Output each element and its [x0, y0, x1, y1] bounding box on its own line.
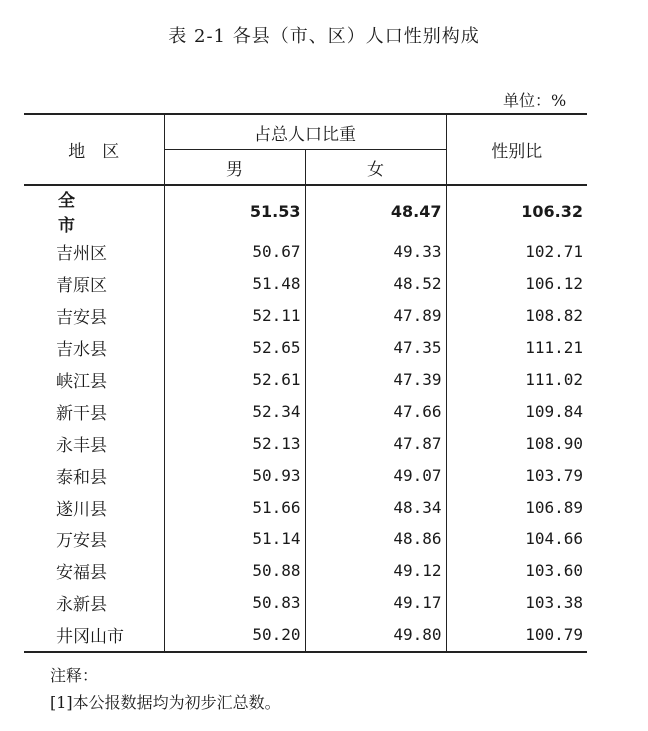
- table-row: [24, 491, 587, 523]
- area-cell: 青原区: [56, 276, 107, 297]
- table-row: [24, 364, 587, 396]
- female-value: 48.52: [305, 268, 446, 300]
- ratio-value: 108.90: [446, 427, 587, 459]
- header-share: 占总人口比重: [164, 114, 446, 150]
- ratio-value: 106.32: [446, 185, 587, 236]
- table-row: [24, 300, 587, 332]
- male-value: 52.13: [164, 427, 305, 459]
- ratio-value: 103.79: [446, 459, 587, 491]
- header-female: 女: [305, 150, 446, 186]
- female-value: 47.35: [305, 332, 446, 364]
- male-value: 50.20: [164, 619, 305, 652]
- female-value: 47.87: [305, 427, 446, 459]
- female-value: 49.33: [305, 236, 446, 268]
- male-value: 50.67: [164, 236, 305, 268]
- table-row: [24, 395, 587, 427]
- ratio-value: 103.60: [446, 555, 587, 587]
- male-value: 50.93: [164, 459, 305, 491]
- female-value: 48.47: [305, 185, 446, 236]
- table-row: [24, 523, 587, 555]
- male-value: 52.65: [164, 332, 305, 364]
- male-value: 51.53: [164, 185, 305, 236]
- area-cell: 井冈山市: [24, 619, 164, 652]
- area-cell: 峡江县: [56, 372, 107, 392]
- male-value: 50.88: [164, 555, 305, 587]
- ratio-value: 106.12: [446, 268, 587, 300]
- area-cell: 永丰县: [56, 435, 107, 456]
- table-row-total: [24, 185, 587, 236]
- table-body: [24, 185, 587, 652]
- female-value: 47.39: [305, 364, 446, 396]
- female-value: 47.89: [305, 300, 446, 332]
- area-cell: 吉水县: [56, 340, 107, 361]
- area-cell: 永新县: [56, 595, 107, 616]
- table-row: [24, 332, 587, 364]
- table-row: [24, 619, 587, 652]
- header-male: 男: [164, 150, 305, 186]
- area-cell: 全 市: [58, 191, 144, 236]
- table-row: [24, 236, 587, 268]
- male-value: 51.14: [164, 523, 305, 555]
- notes-label: 注释：: [50, 666, 99, 685]
- ratio-value: 100.79: [446, 619, 587, 652]
- ratio-value: 111.21: [446, 332, 587, 364]
- table-title: 表 2-1 各县（市、区）人口性别构成: [168, 26, 480, 47]
- ratio-value: 106.89: [446, 491, 587, 523]
- table-row: [24, 459, 587, 491]
- female-value: 47.66: [305, 395, 446, 427]
- area-cell: 遂川县: [56, 499, 107, 520]
- header-area: 地 区: [24, 114, 164, 185]
- male-value: 52.34: [164, 395, 305, 427]
- header-ratio: 性别比: [446, 114, 587, 185]
- ratio-value: 103.38: [446, 587, 587, 619]
- population-sex-table: [24, 113, 587, 653]
- area-cell: 新干县: [56, 403, 107, 424]
- ratio-value: 108.82: [446, 300, 587, 332]
- area-cell: 吉安县: [56, 308, 107, 329]
- area-cell: 万安县: [56, 531, 107, 552]
- ratio-value: 104.66: [446, 523, 587, 555]
- table-row: [24, 268, 587, 300]
- area-cell: 泰和县: [56, 467, 107, 488]
- female-value: 49.17: [305, 587, 446, 619]
- table-row: [24, 587, 587, 619]
- note-item-1: [1]本公报数据均为初步汇总数。: [50, 693, 281, 712]
- female-value: 49.80: [305, 619, 446, 652]
- area-cell: 吉州区: [56, 244, 107, 265]
- male-value: 50.83: [164, 587, 305, 619]
- table-row: [24, 427, 587, 459]
- male-value: 51.66: [164, 491, 305, 523]
- ratio-value: 102.71: [446, 236, 587, 268]
- table-row: [24, 555, 587, 587]
- ratio-value: 111.02: [446, 364, 587, 396]
- male-value: 52.11: [164, 300, 305, 332]
- female-value: 49.12: [305, 555, 446, 587]
- ratio-value: 109.84: [446, 395, 587, 427]
- unit-label: 单位：%: [503, 91, 567, 110]
- male-value: 52.61: [164, 364, 305, 396]
- female-value: 48.34: [305, 491, 446, 523]
- female-value: 49.07: [305, 459, 446, 491]
- area-cell: 安福县: [56, 563, 107, 584]
- male-value: 51.48: [164, 268, 305, 300]
- female-value: 48.86: [305, 523, 446, 555]
